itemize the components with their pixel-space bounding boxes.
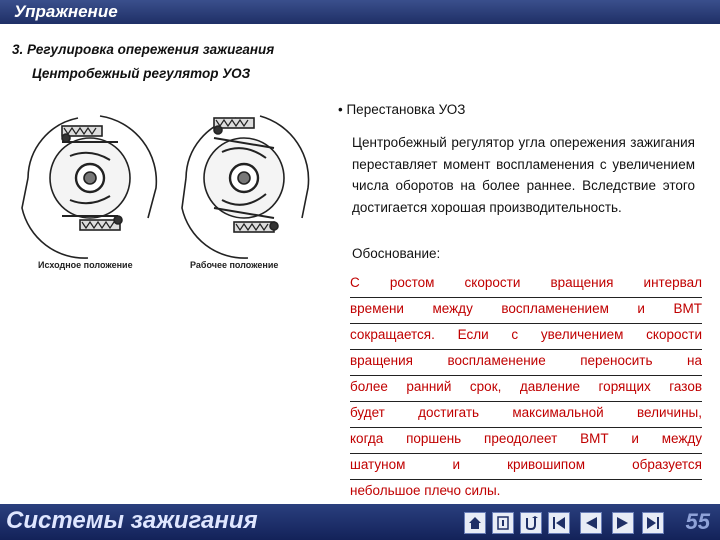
info-icon[interactable] xyxy=(492,512,514,534)
last-page-icon[interactable] xyxy=(642,512,664,534)
exercise-subheading: Центробежный регулятор УОЗ xyxy=(32,66,251,81)
regulator-illustration xyxy=(18,108,318,276)
previous-icon[interactable] xyxy=(580,512,602,534)
footer-title: Системы зажигания xyxy=(6,507,258,534)
bullet-point: • Перестановка УОЗ xyxy=(338,102,466,117)
title-bar xyxy=(0,0,720,24)
answer-line: когда поршень преодолеет ВМТ и между xyxy=(350,428,702,454)
exercise-heading: 3. Регулировка опережения зажигания xyxy=(12,42,275,57)
next-icon[interactable] xyxy=(612,512,634,534)
answer-line: небольшое плечо силы. xyxy=(350,480,702,506)
explanation-paragraph: Центробежный регулятор угла опережения зажигания переставляет момент воспламенения с увеличением числа оборотов на более раннее. Вследствие этого достигается хорошая производительность. xyxy=(352,135,695,215)
reason-label: Обоснование: xyxy=(352,246,441,261)
regulator-initial-position xyxy=(22,116,156,258)
answer-line: времени между воспламенением и ВМТ xyxy=(350,298,702,324)
answer-line: вращения воспламенение переносить на xyxy=(350,350,702,376)
page-number: 55 xyxy=(685,509,710,534)
caption-working-position: Рабочее положение xyxy=(190,260,279,270)
return-icon[interactable] xyxy=(520,512,542,534)
centrifugal-regulator-drawing xyxy=(18,108,318,276)
answer-line: сокращается. Если с увеличением скорости xyxy=(350,324,702,350)
answer-line: будет достигать максимальной величины, xyxy=(350,402,702,428)
answer-line: С ростом скорости вращения интервал xyxy=(350,272,702,298)
caption-initial-position: Исходное положение xyxy=(38,260,133,270)
slide-title: Упражнение xyxy=(14,2,118,21)
regulator-working-position xyxy=(182,116,309,258)
answer-block xyxy=(350,272,702,506)
first-page-icon[interactable] xyxy=(548,512,570,534)
footer-bar xyxy=(0,504,720,540)
answer-line: более ранний срок, давление горящих газов xyxy=(350,376,702,402)
home-icon[interactable] xyxy=(464,512,486,534)
answer-line: шатуном и кривошипом образуется xyxy=(350,454,702,480)
